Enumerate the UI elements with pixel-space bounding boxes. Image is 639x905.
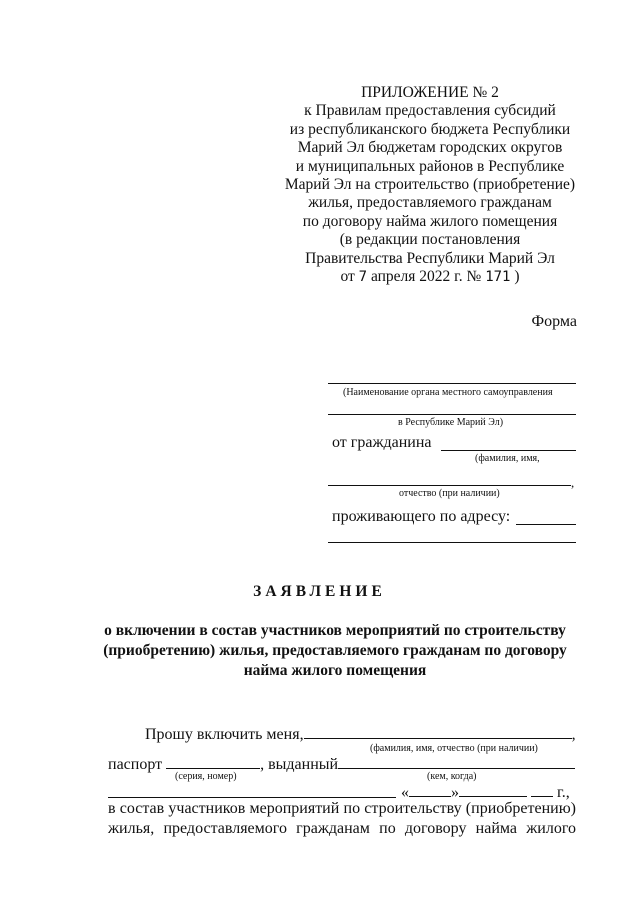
- year-field: [531, 782, 553, 797]
- from-citizen-label: от гражданина: [332, 434, 432, 451]
- header-line-1: ПРИЛОЖЕНИЕ № 2: [361, 84, 499, 101]
- issuer-line-2: [108, 797, 396, 798]
- patronymic-comma: ,: [571, 475, 575, 490]
- passport-label: паспорт: [108, 756, 163, 773]
- name-caption: (фамилия, имя,: [475, 453, 540, 464]
- header-line-4: Марий Эл бюджетам городских округов: [297, 139, 563, 157]
- patronymic-caption: отчество (при наличии): [399, 488, 500, 499]
- fio-field: [304, 724, 572, 739]
- passport-number-field: [166, 754, 260, 769]
- organ-caption: (Наименование органа местного самоуправления: [343, 387, 553, 398]
- request-comma: ,: [571, 726, 576, 743]
- header-line-7: жилья, предоставляемого гражданам: [308, 194, 552, 212]
- issuer-field: [338, 754, 575, 769]
- document-title: ЗАЯВЛЕНИЕ: [253, 583, 386, 600]
- fio-caption: (фамилия, имя, отчество (при наличии): [370, 743, 538, 754]
- republic-line: [328, 414, 576, 415]
- appendix-header: [280, 84, 580, 286]
- header-line-9: (в редакции постановления: [339, 231, 521, 249]
- issuer-caption: (кем, когда): [427, 771, 477, 782]
- header-date-line: [280, 268, 580, 286]
- body-paragraph-line-2: жилья, предоставляемого гражданам по договору найма жилого: [108, 820, 576, 837]
- date-day: 7: [358, 269, 368, 286]
- issued-label: , выданный: [260, 756, 339, 773]
- year-suffix: г.,: [557, 784, 570, 801]
- header-line-2: к Правилам предоставления субсидий: [304, 102, 556, 120]
- name-line: [441, 450, 576, 451]
- quote-close: »: [451, 784, 459, 801]
- republic-caption: в Республике Марий Эл): [398, 417, 504, 428]
- body-paragraph-line-1: в состав участников мероприятий по строительству (приобретению): [108, 800, 576, 817]
- month-field: [459, 782, 527, 797]
- header-line-3: из республиканского бюджета Республики: [289, 120, 571, 138]
- day-field: [409, 782, 451, 797]
- date-prefix: от: [340, 268, 355, 286]
- address-label: проживающего по адресу:: [332, 508, 511, 525]
- request-text: Прошу включить меня,: [145, 726, 304, 743]
- date-number: 171: [485, 269, 511, 286]
- header-line-8: по договору найма жилого помещения: [302, 212, 558, 230]
- patronymic-line: [328, 485, 571, 486]
- header-line-6: Марий Эл на строительство (приобретение): [284, 176, 576, 194]
- address-line-1: [516, 524, 576, 525]
- address-line-2: [328, 542, 576, 543]
- organ-line: [328, 383, 576, 384]
- header-line-10: Правительства Республики Марий Эл: [305, 249, 555, 267]
- series-caption: (серия, номер): [175, 771, 237, 782]
- request-line: [145, 724, 576, 744]
- date-suffix: ): [514, 268, 520, 286]
- form-label: Форма: [531, 313, 577, 330]
- quote-open: «: [401, 784, 409, 801]
- date-middle: апреля 2022 г. №: [370, 268, 482, 286]
- header-line-5: и муниципальных районов в Республике: [295, 157, 565, 175]
- document-subtitle: о включении в состав участников мероприятий по строительству (приобретению) жилья, предоставляемого гражданам по договору найма жилого помещения: [103, 622, 567, 679]
